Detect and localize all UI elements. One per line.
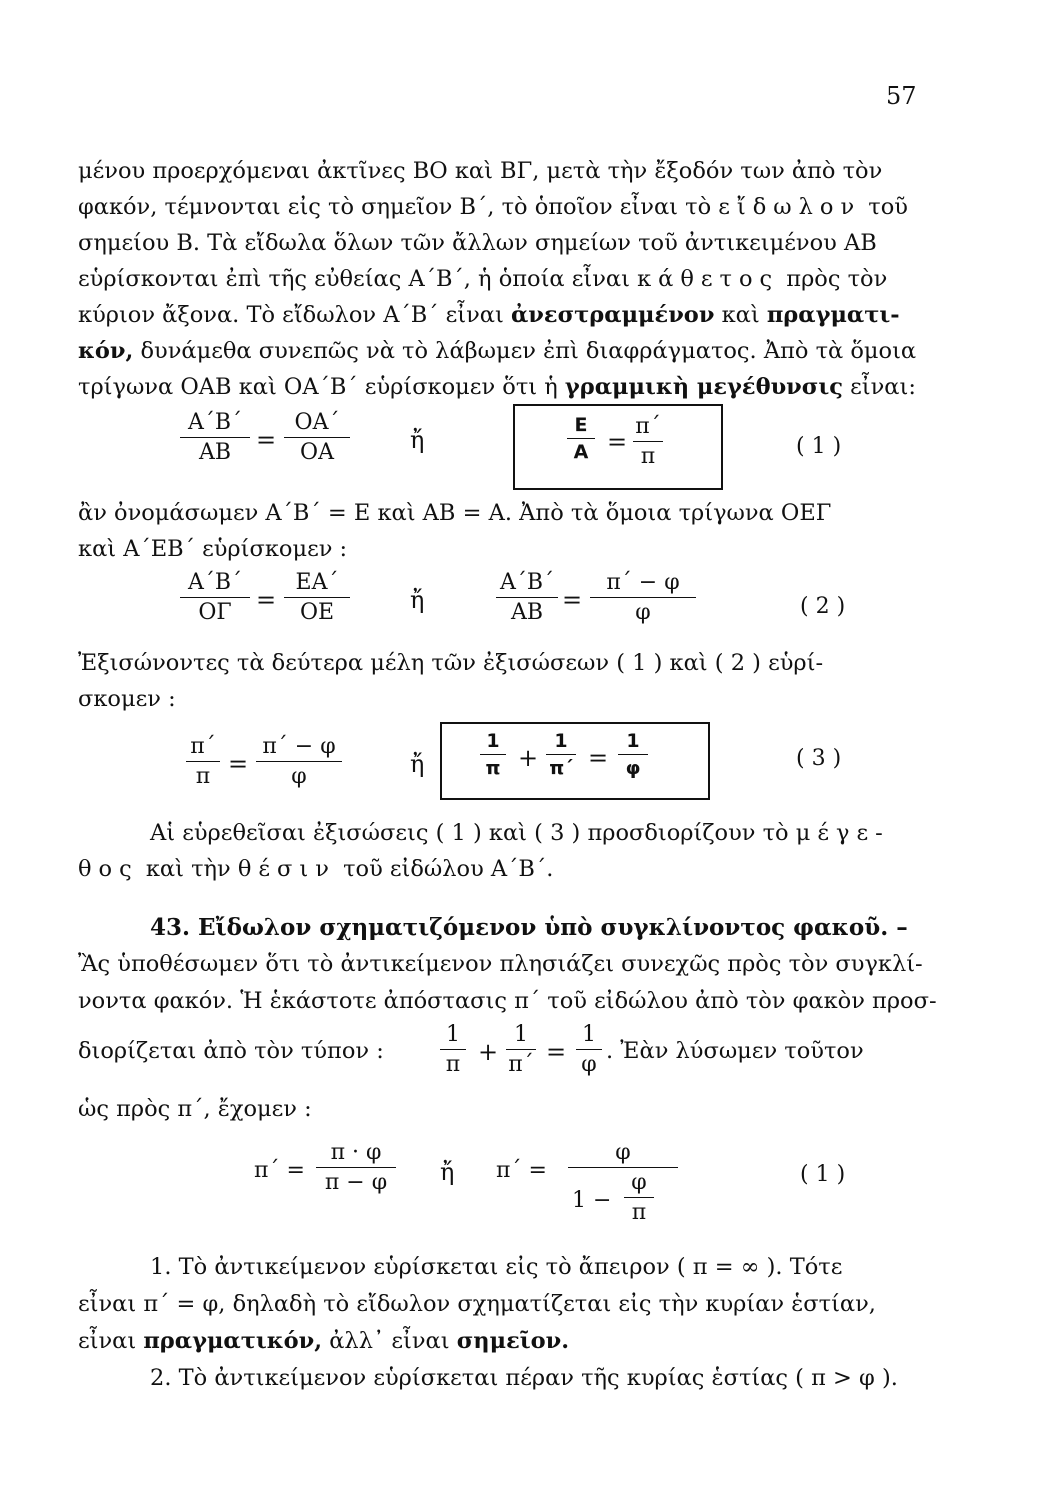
fraction: $\frac{1}{\pi΄}$ (546, 732, 576, 778)
page-number: 57 (886, 82, 917, 110)
eta-word: ἤ (410, 586, 425, 614)
fraction: $\frac{1}{\pi}$ (440, 1024, 466, 1076)
equation-label: ( 3 ) (796, 746, 842, 771)
text-line: καὶ Α΄ΕΒ΄ εὑρίσκομεν : (78, 536, 348, 562)
compound-fraction: φ 1 − $\frac{\varphi}{\pi}$ (568, 1142, 678, 1228)
plus-sign: + (478, 1038, 499, 1066)
text-line: Ἂς ὑποθέσωμεν ὅτι τὸ ἀντικείμενον πλησιάζει συνεχῶς πρὸς τὸν συγκλί- (78, 951, 923, 977)
text-line: διορίζεται ἀπὸ τὸν τύπον : (78, 1038, 384, 1064)
fraction: $\frac{A΄B΄}{O\Gamma}$ (180, 572, 250, 624)
equals-sign: = (607, 428, 628, 456)
fraction: $\frac{1}{\varphi}$ (618, 732, 648, 778)
text-line: κύριον ἄξονα. Τὸ εἴδωλον Α΄Β΄ εἶναι ἀνεστραμμένον καὶ πραγματι- (78, 302, 900, 328)
fraction: $\frac{1}{\varphi}$ (576, 1024, 602, 1076)
text-line: φακόν, τέμνονται εἰς τὸ σημεῖον Β΄, τὸ ὁποῖον εἶναι τὸ εἴδωλον τοῦ (78, 194, 908, 220)
equation-lhs: π΄ = (496, 1158, 547, 1183)
section-heading: 43. Εἴδωλον σχηματιζόμενον ὑπὸ συγκλίνοντος φακοῦ. – (150, 914, 908, 941)
equals-sign: = (228, 750, 249, 778)
text-line: σκομεν : (78, 686, 176, 712)
boxed-formula (513, 404, 723, 490)
plus-sign: + (518, 744, 539, 772)
eta-word: ἤ (410, 750, 425, 778)
text-line: νοντα φακόν. Ἡ ἑκάστοτε ἀπόστασις π΄ τοῦ εἰδώλου ἀπὸ τὸν φακὸν προσ- (78, 988, 937, 1014)
text-line: εἶναι πραγματικόν, ἀλλ᾽ εἶναι σημεῖον. (78, 1328, 570, 1354)
fraction: $\frac{1}{\pi΄}$ (506, 1024, 536, 1076)
equation-label: ( 2 ) (800, 594, 846, 619)
list-item: 2. Τὸ ἀντικείμενον εὑρίσκεται πέραν τῆς κυρίας ἑστίας ( π > φ ). (150, 1365, 898, 1391)
text-line: θος καὶ τὴν θέσιν τοῦ εἰδώλου Α΄Β΄. (78, 856, 554, 882)
boxed-formula (440, 722, 710, 800)
equation-label: ( 1 ) (800, 1162, 846, 1187)
text-line: εὑρίσκονται ἐπὶ τῆς εὐθείας Α΄Β΄, ἡ ὁποία εἶναι κάθετος πρὸς τὸν (78, 266, 888, 292)
text-line: εἶναι π΄ = φ, δηλαδὴ τὸ εἴδωλον σχηματίζεται εἰς τὴν κυρίαν ἑστίαν, (78, 1291, 876, 1317)
text-line: . Ἐὰν λύσωμεν τοῦτον (606, 1038, 864, 1064)
list-item: 1. Τὸ ἀντικείμενον εὑρίσκεται εἰς τὸ ἄπειρον ( π = ∞ ). Τότε (150, 1254, 843, 1280)
text-line: τρίγωνα ΟΑΒ καὶ ΟΑ΄Β΄ εὑρίσκομεν ὅτι ἡ γραμμικὴ μεγέθυνσις εἶναι: (78, 374, 916, 400)
fraction: $\frac{\pi΄}{\pi}$ (186, 736, 220, 788)
text-line: κόν, δυνάμεθα συνεπῶς νὰ τὸ λάβωμεν ἐπὶ διαφράγματος. Ἀπὸ τὰ ὅμοια (78, 338, 917, 364)
equation-label: ( 1 ) (796, 434, 842, 459)
fraction: $\frac{EA΄}{OE}$ (284, 572, 350, 624)
fraction: $\frac{\pi \cdot \varphi}{\pi - \varphi}$ (316, 1142, 396, 1194)
equals-sign: = (588, 744, 609, 772)
equation-lhs: π΄ = (254, 1158, 305, 1183)
fraction: $\frac{\pi΄}{\pi}$ (633, 416, 663, 468)
eta-word: ἤ (410, 426, 425, 454)
text-line: Αἱ εὑρεθεῖσαι ἐξισώσεις ( 1 ) καὶ ( 3 ) προσδιορίζουν τὸ μέγε- (150, 820, 890, 846)
fraction: $\frac{A΄B΄}{AB}$ (496, 572, 558, 624)
text-line: Ἐξισώνοντες τὰ δεύτερα μέλη τῶν ἐξισώσεων ( 1 ) καὶ ( 2 ) εὑρί- (78, 650, 824, 676)
equals-sign: = (546, 1038, 567, 1066)
fraction: $\frac{OA΄}{OA}$ (284, 412, 350, 464)
equals-sign: = (562, 586, 583, 614)
equals-sign: = (256, 586, 277, 614)
fraction: $\frac{A΄B΄}{AB}$ (180, 412, 250, 464)
equals-sign: = (256, 426, 277, 454)
fraction: $\frac{\pi΄ - \varphi}{\varphi}$ (256, 736, 342, 788)
fraction: $\frac{\varphi}{\pi}$ (624, 1172, 654, 1224)
text-line: ὡς πρὸς π΄, ἔχομεν : (78, 1096, 312, 1122)
eta-word: ἤ (440, 1158, 455, 1186)
fraction: $\frac{E}{A}$ (567, 416, 595, 462)
text-line: μένου προερχόμεναι ἀκτῖνες ΒΟ καὶ ΒΓ, μετὰ τὴν ἔξοδόν των ἀπὸ τὸν (78, 158, 883, 184)
text-line: ἂν ὀνομάσωμεν Α΄Β΄ = Ε καὶ ΑΒ = Α. Ἀπὸ τὰ ὅμοια τρίγωνα ΟΕΓ (78, 500, 832, 526)
fraction-denominator: 1 − $\frac{\varphi}{\pi}$ (568, 1168, 678, 1228)
fraction: $\frac{\pi΄ - \varphi}{\varphi}$ (590, 572, 696, 624)
fraction: $\frac{1}{\pi}$ (480, 732, 506, 778)
text-line: σημείου Β. Τὰ εἴδωλα ὅλων τῶν ἄλλων σημείων τοῦ ἀντικειμένου ΑΒ (78, 230, 877, 256)
